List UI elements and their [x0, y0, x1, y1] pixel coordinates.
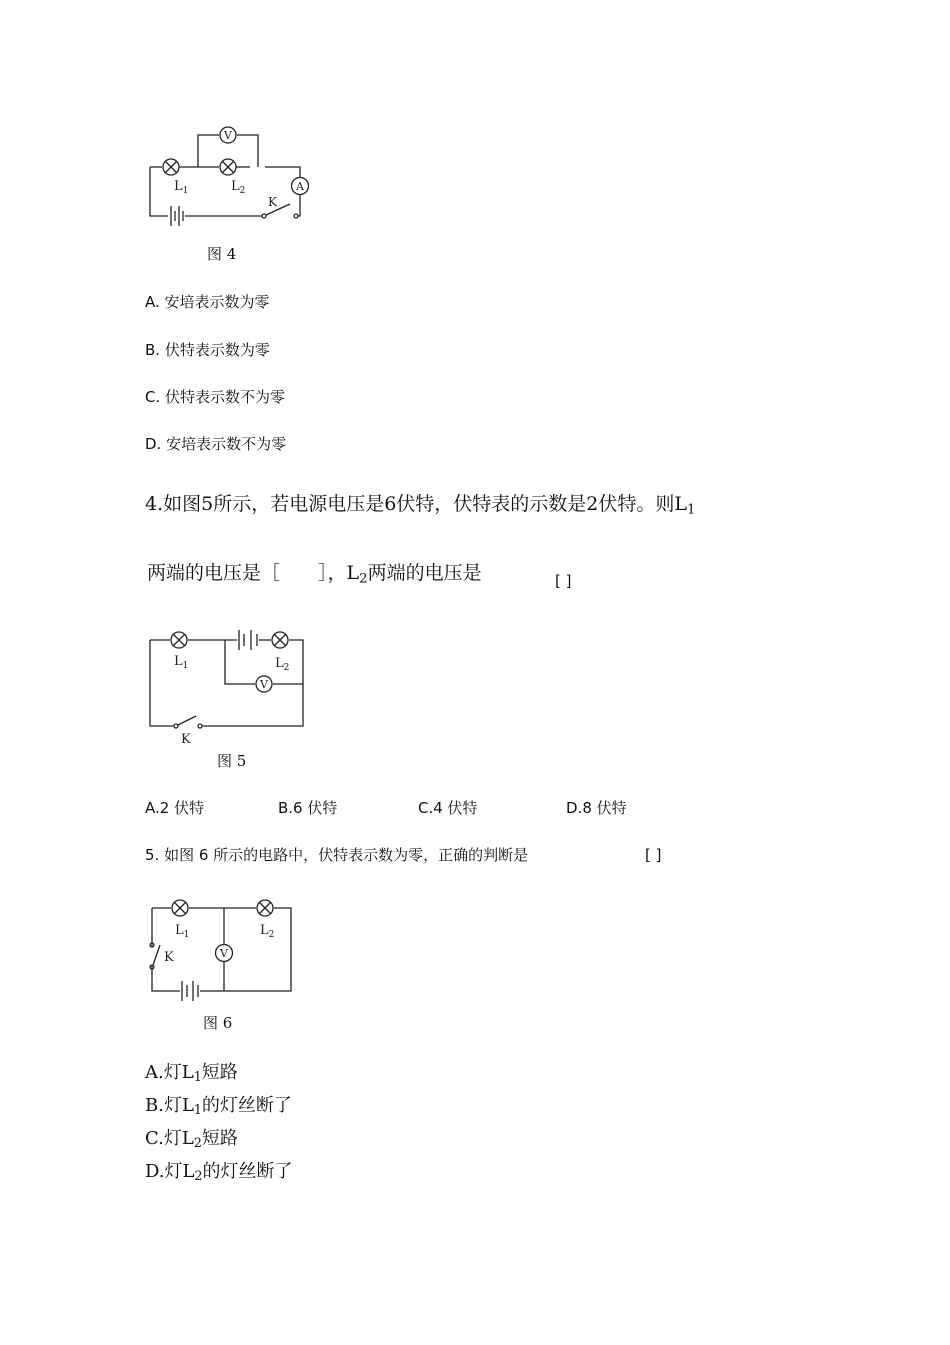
- label-k: K: [164, 950, 174, 965]
- lamp-l2-icon: [220, 159, 236, 175]
- label-k: K: [181, 732, 191, 747]
- voltmeter-icon: [216, 945, 233, 962]
- switch-k-icon: [174, 716, 202, 728]
- lamp-l2-icon: [272, 632, 288, 648]
- q4-option-c: C.4 伏特: [418, 799, 478, 817]
- q5-option-b: B.灯$L_1$的灯丝断了: [145, 1095, 292, 1118]
- battery-icon: [171, 206, 183, 226]
- switch-k-icon: [150, 943, 160, 969]
- voltmeter-icon: [256, 676, 272, 692]
- figure-6-caption: 图 6: [203, 1014, 233, 1032]
- svg-text:V: V: [220, 947, 228, 960]
- label-l2: $L_2$: [231, 179, 246, 196]
- svg-text:V: V: [224, 129, 232, 142]
- figure-5-circuit: [140, 620, 315, 750]
- label-l2: $L_2$: [260, 923, 275, 940]
- q4-text-line1: 4.如图5所示，若电源电压是6伏特，伏特表的示数是2伏特。则$L_1$: [145, 493, 696, 518]
- lamp-l1-icon: [163, 159, 179, 175]
- voltmeter-icon: [220, 127, 236, 143]
- q3-option-d: D. 安培表示数不为零: [145, 435, 287, 453]
- q3-option-c: C. 伏特表示数不为零: [145, 388, 286, 406]
- figure-5-caption: 图 5: [217, 752, 247, 770]
- label-l1: $L_1$: [174, 179, 189, 196]
- q4-text-line2: 两端的电压是［ ］，$L_2$两端的电压是: [147, 562, 482, 587]
- label-k: K: [268, 195, 277, 209]
- q3-option-a: A. 安培表示数为零: [145, 293, 270, 311]
- figure-4-caption: 图 4: [207, 245, 237, 263]
- svg-text:A: A: [296, 180, 304, 193]
- lamp-l1-icon: [171, 632, 187, 648]
- q5-option-a: A.灯$L_1$短路: [145, 1062, 238, 1085]
- lamp-l1-icon: [172, 900, 188, 916]
- label-l1: $L_1$: [175, 923, 190, 940]
- q3-option-b: B. 伏特表示数为零: [145, 341, 270, 359]
- q4-option-b: B.6 伏特: [278, 799, 338, 817]
- battery-icon: [239, 630, 257, 650]
- q5-answer-bracket: [ ]: [645, 846, 662, 864]
- q5-option-c: C.灯$L_2$短路: [145, 1128, 238, 1151]
- q5-option-d: D.灯$L_2$的灯丝断了: [145, 1161, 293, 1184]
- q4-option-a: A.2 伏特: [145, 799, 205, 817]
- battery-icon: [182, 981, 198, 1001]
- svg-text:V: V: [260, 678, 268, 691]
- lamp-l2-icon: [257, 900, 273, 916]
- label-l1: $L_1$: [174, 654, 189, 671]
- label-l2: $L_2$: [275, 656, 290, 673]
- q5-text: 5. 如图 6 所示的电路中，伏特表示数为零，正确的判断是: [145, 846, 529, 864]
- q4-answer-bracket: [ ]: [555, 572, 572, 590]
- q4-option-d: D.8 伏特: [566, 799, 627, 817]
- ammeter-icon: [292, 178, 309, 195]
- figure-4-circuit: [140, 118, 320, 243]
- figure-6-circuit: [140, 895, 305, 1005]
